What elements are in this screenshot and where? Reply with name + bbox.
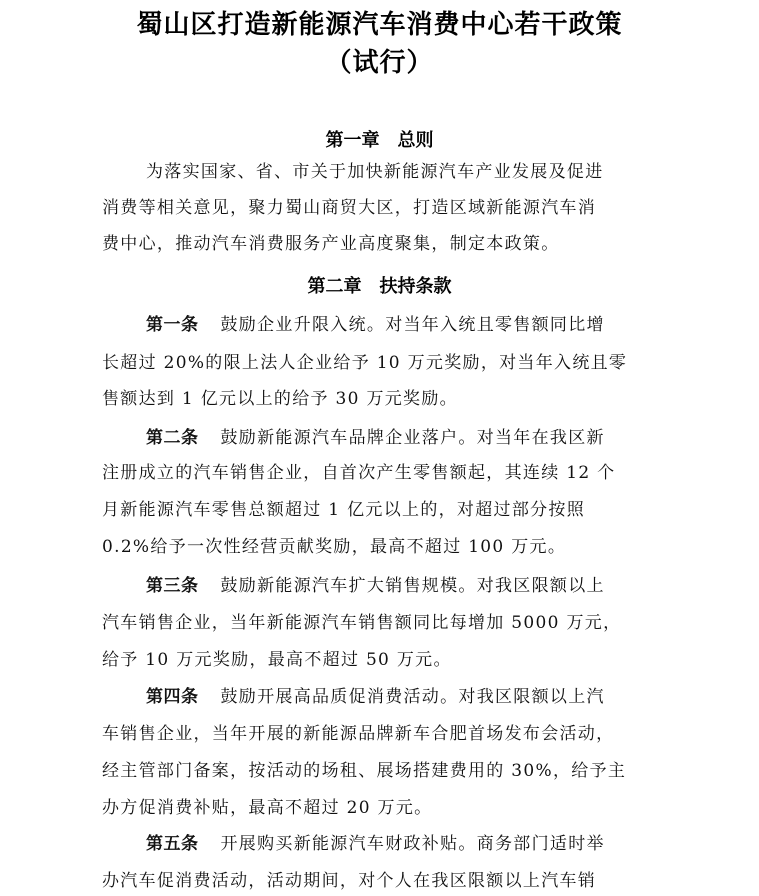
chapter-number: 第一章 <box>325 130 380 151</box>
article-3-line <box>146 575 687 597</box>
paragraph-line: 月新能源汽车零售总额超过 1 亿元以上的，对超过部分按照 <box>102 500 586 520</box>
article-1-label: 第一条 <box>146 315 199 335</box>
article-5-text: 开展购买新能源汽车财政补贴。商务部门适时举 <box>220 834 605 854</box>
chapter-heading-general <box>0 126 759 152</box>
article-5-label: 第五条 <box>146 834 199 854</box>
paragraph-line: 办方促消费补贴，最高不超过 20 万元。 <box>102 798 433 818</box>
paragraph-line: 注册成立的汽车销售企业，自首次产生零售额起，其连续 12 个 <box>102 463 616 483</box>
paragraph-line: 给予 10 万元奖励，最高不超过 50 万元。 <box>102 650 452 670</box>
article-4-line <box>146 686 687 708</box>
paragraph-line: 长超过 20%的限上法人企业给予 10 万元奖励，对当年入统且零 <box>102 353 628 373</box>
paragraph-line: 车销售企业，当年开展的新能源品牌新车合肥首场发布会活动， <box>102 724 615 744</box>
chapter-name: 扶持条款 <box>379 276 452 297</box>
chapter-number: 第二章 <box>307 276 362 297</box>
article-3-text: 鼓励新能源汽车扩大销售规模。对我区限额以上 <box>220 576 605 596</box>
chapter-heading-support <box>0 272 759 298</box>
paragraph-line: 售额达到 1 亿元以上的给予 30 万元奖励。 <box>102 389 458 409</box>
paragraph-line: 办汽车促消费活动，活动期间，对个人在我区限额以上汽车销 <box>102 871 597 891</box>
article-2-label: 第二条 <box>146 428 199 448</box>
article-1-text: 鼓励企业升限入统。对当年入统且零售额同比增 <box>220 315 605 335</box>
article-1-line <box>146 314 687 336</box>
article-4-text: 鼓励开展高品质促消费活动。对我区限额以上汽 <box>220 687 605 707</box>
article-4-label: 第四条 <box>146 687 199 707</box>
paragraph-line: 为落实国家、省、市关于加快新能源汽车产业发展及促进 <box>146 162 604 182</box>
article-2-text: 鼓励新能源汽车品牌企业落户。对当年在我区新 <box>220 428 605 448</box>
document-title: 蜀山区打造新能源汽车消费中心若干政策 <box>136 10 623 40</box>
paragraph-line: 费中心，推动汽车消费服务产业高度聚集，制定本政策。 <box>102 234 560 254</box>
paragraph-line: 经主管部门备案，按活动的场租、展场搭建费用的 30%，给予主 <box>102 761 627 781</box>
chapter-name: 总则 <box>397 130 434 151</box>
document-subtitle: （试行） <box>325 48 434 78</box>
article-2-line <box>146 427 687 449</box>
paragraph-line: 消费等相关意见，聚力蜀山商贸大区，打造区域新能源汽车消 <box>102 198 597 218</box>
paragraph-line: 汽车销售企业，当年新能源汽车销售额同比每增加 5000 万元， <box>102 613 622 633</box>
article-5-line <box>146 833 687 855</box>
article-3-label: 第三条 <box>146 576 199 596</box>
paragraph-line: 0.2%给予一次性经营贡献奖励，最高不超过 100 万元。 <box>102 537 567 557</box>
